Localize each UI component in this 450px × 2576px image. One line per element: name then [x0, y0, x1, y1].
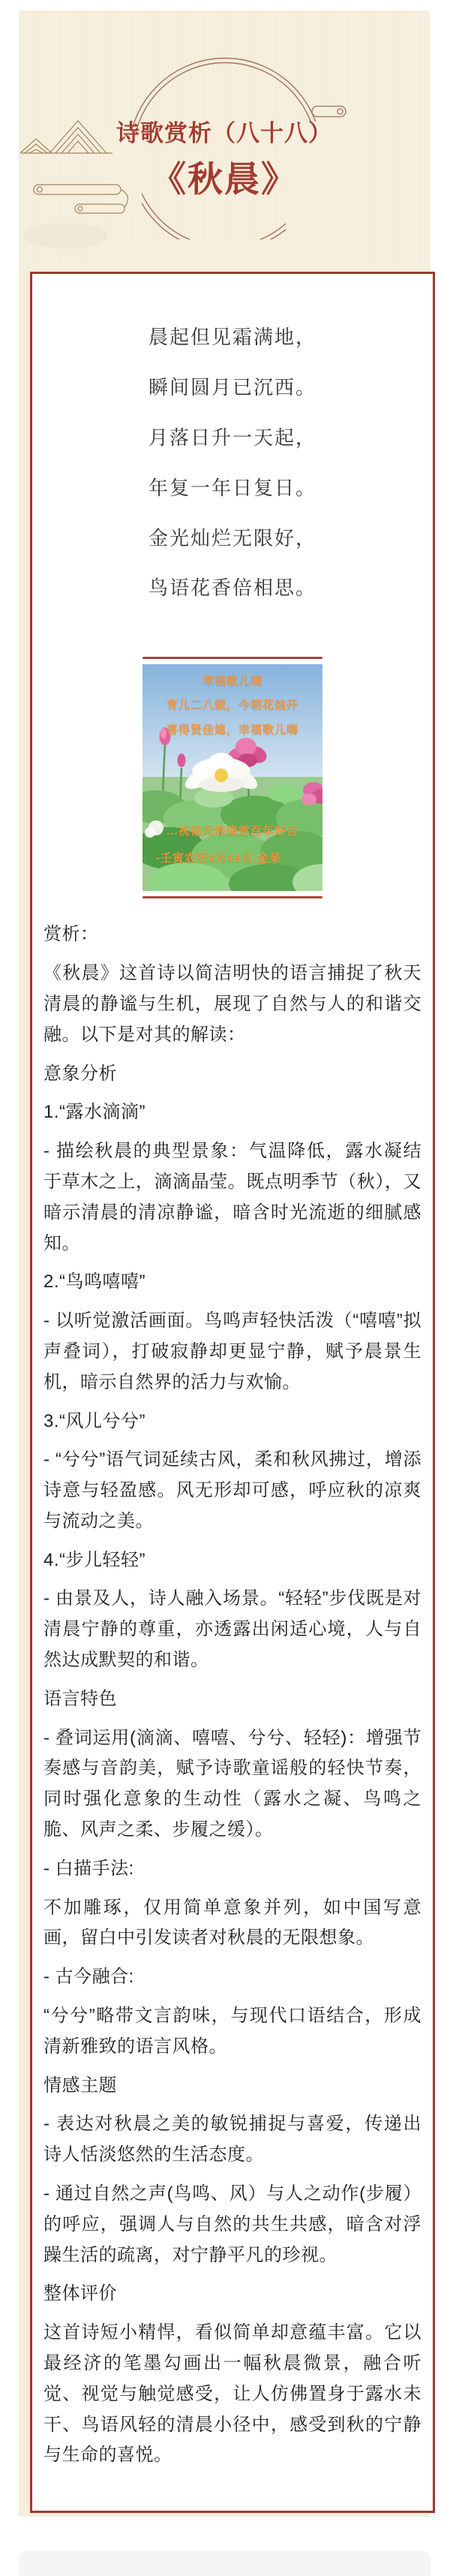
- poem-line: 年复一年日复日。: [148, 476, 316, 499]
- top-rule: [142, 657, 322, 659]
- poem-line: 瞬间圆月已沉西。: [148, 375, 316, 399]
- next-section-peek: [19, 2551, 431, 2576]
- header: [19, 11, 430, 272]
- analysis-section: [41, 919, 424, 2471]
- photo-caption: 幸福歌儿嗨: [202, 675, 262, 688]
- poem: [41, 327, 424, 600]
- analysis-paragraph: - 叠词运用(滴滴、嘻嘻、兮兮、轻轻)：增强节奏感与音韵美，赋予诗歌童谣般的轻快节奏，同时强化意象的生动性（露水之凝、鸟鸣之脆、风声之柔、步履之缓）。: [44, 1727, 422, 1840]
- poem-line: 月落日升一天起，: [148, 426, 316, 449]
- poem-line: 金光灿烂无限好，: [148, 526, 316, 549]
- analysis-paragraph: - 由景及人，诗人融入场景。“轻轻”步伐既是对清晨宁静的尊重，亦透露出闲适心境，人与自然达成默契的和谐。: [44, 1588, 422, 1671]
- analysis-paragraphs: [44, 958, 422, 2471]
- poem-line: 鸟语花香倍相思。: [148, 576, 316, 600]
- analysis-paragraph: - “兮兮”语气词延续古风，柔和秋风拂过，增添诗意与轻盈感。风无形却可感，呼应秋的凉爽与流动之美。: [44, 1449, 422, 1531]
- analysis-paragraph: 1.“露水滴滴”: [44, 1102, 146, 1123]
- poem-line: 晨起但见霜满地，: [148, 326, 316, 348]
- photo-caption: ...祝福元培晓雪百年好合: [166, 825, 298, 838]
- photo-block: [142, 657, 322, 898]
- analysis-paragraph: - 描绘秋晨的典型景象：气温降低，露水凝结于草木之上，滴滴晶莹。既点明季节（秋），又暗示清晨的清凉静谧，暗含时光流逝的细腻感知。: [44, 1141, 422, 1253]
- faint-cloud-decoration: [23, 223, 107, 248]
- lotus-photo: [142, 664, 322, 891]
- analysis-paragraph: 2.“鸟鸣嘻嘻”: [44, 1271, 146, 1293]
- bottom-rule: [142, 896, 322, 898]
- analysis-paragraph: 情感主题: [44, 2075, 117, 2096]
- series-badge: 诗歌赏析（八十八）: [116, 120, 332, 146]
- analysis-paragraph: 不加雕琢，仅用简单意象并列，如中国写意画，留白中引发读者对秋晨的无限想象。: [44, 1897, 422, 1949]
- analysis-paragraph: 语言特色: [44, 1688, 117, 1709]
- analysis-paragraph: - 表达对秋晨之美的敏锐捕捉与喜爱，传递出诗人恬淡悠然的生活态度。: [44, 2114, 422, 2165]
- analysis-paragraph: - 古今融合:: [44, 1967, 134, 1988]
- analysis-paragraph: - 白描手法:: [44, 1858, 134, 1879]
- analysis-paragraph: 意象分析: [44, 1063, 117, 1084]
- analysis-paragraph: 这首诗短小精悍，看似简单却意蕴丰富。它以最经济的笔墨勾画出一幅秋晨微景，融合听觉、视觉与触觉感受，让人仿佛置身于露水未干、鸟语风轻的清晨小径中，感受到秋的宁静与生命的喜悦。: [44, 2322, 422, 2466]
- analysis-paragraph: 整体评价: [44, 2283, 117, 2304]
- analysis-paragraph: 3.“风儿兮兮”: [44, 1410, 146, 1431]
- analysis-heading: 赏析：: [44, 924, 99, 945]
- analysis-paragraph: - 以听觉激活画面。鸟鸣声轻快活泼（“嘻嘻”拟声叠词），打破寂静却更显宁静，赋予晨景生机，暗示自然界的活力与欢愉。: [44, 1311, 422, 1392]
- analysis-paragraph: 4.“步儿轻轻”: [44, 1549, 146, 1570]
- photo-caption: 喜得贤佳媳，幸福歌儿嗨: [166, 724, 298, 737]
- photo-caption: -壬寅农历6月19日.金杲: [156, 852, 282, 865]
- content-card: [30, 272, 435, 2513]
- page-title: 《秋晨》: [151, 159, 298, 199]
- cream-panel: [19, 11, 430, 2517]
- analysis-paragraph: - 通过自然之声(鸟鸣、风）与人之动作(步履）的呼应，强调人与自然的共生共感，暗含对浮躁生活的疏离，对宁静平凡的珍视。: [44, 2183, 422, 2265]
- page-bottom-gap: [0, 2517, 450, 2551]
- photo-caption: 育儿二八载，今朝花烛开: [166, 699, 298, 712]
- analysis-paragraph: “兮兮”略带文言韵味，与现代口语结合，形成清新雅致的语言风格。: [44, 2006, 422, 2057]
- analysis-paragraph: 《秋晨》这首诗以简洁明快的语言捕捉了秋天清晨的静谧与生机，展现了自然与人的和谐交融。以下是对其的解读：: [44, 963, 422, 1045]
